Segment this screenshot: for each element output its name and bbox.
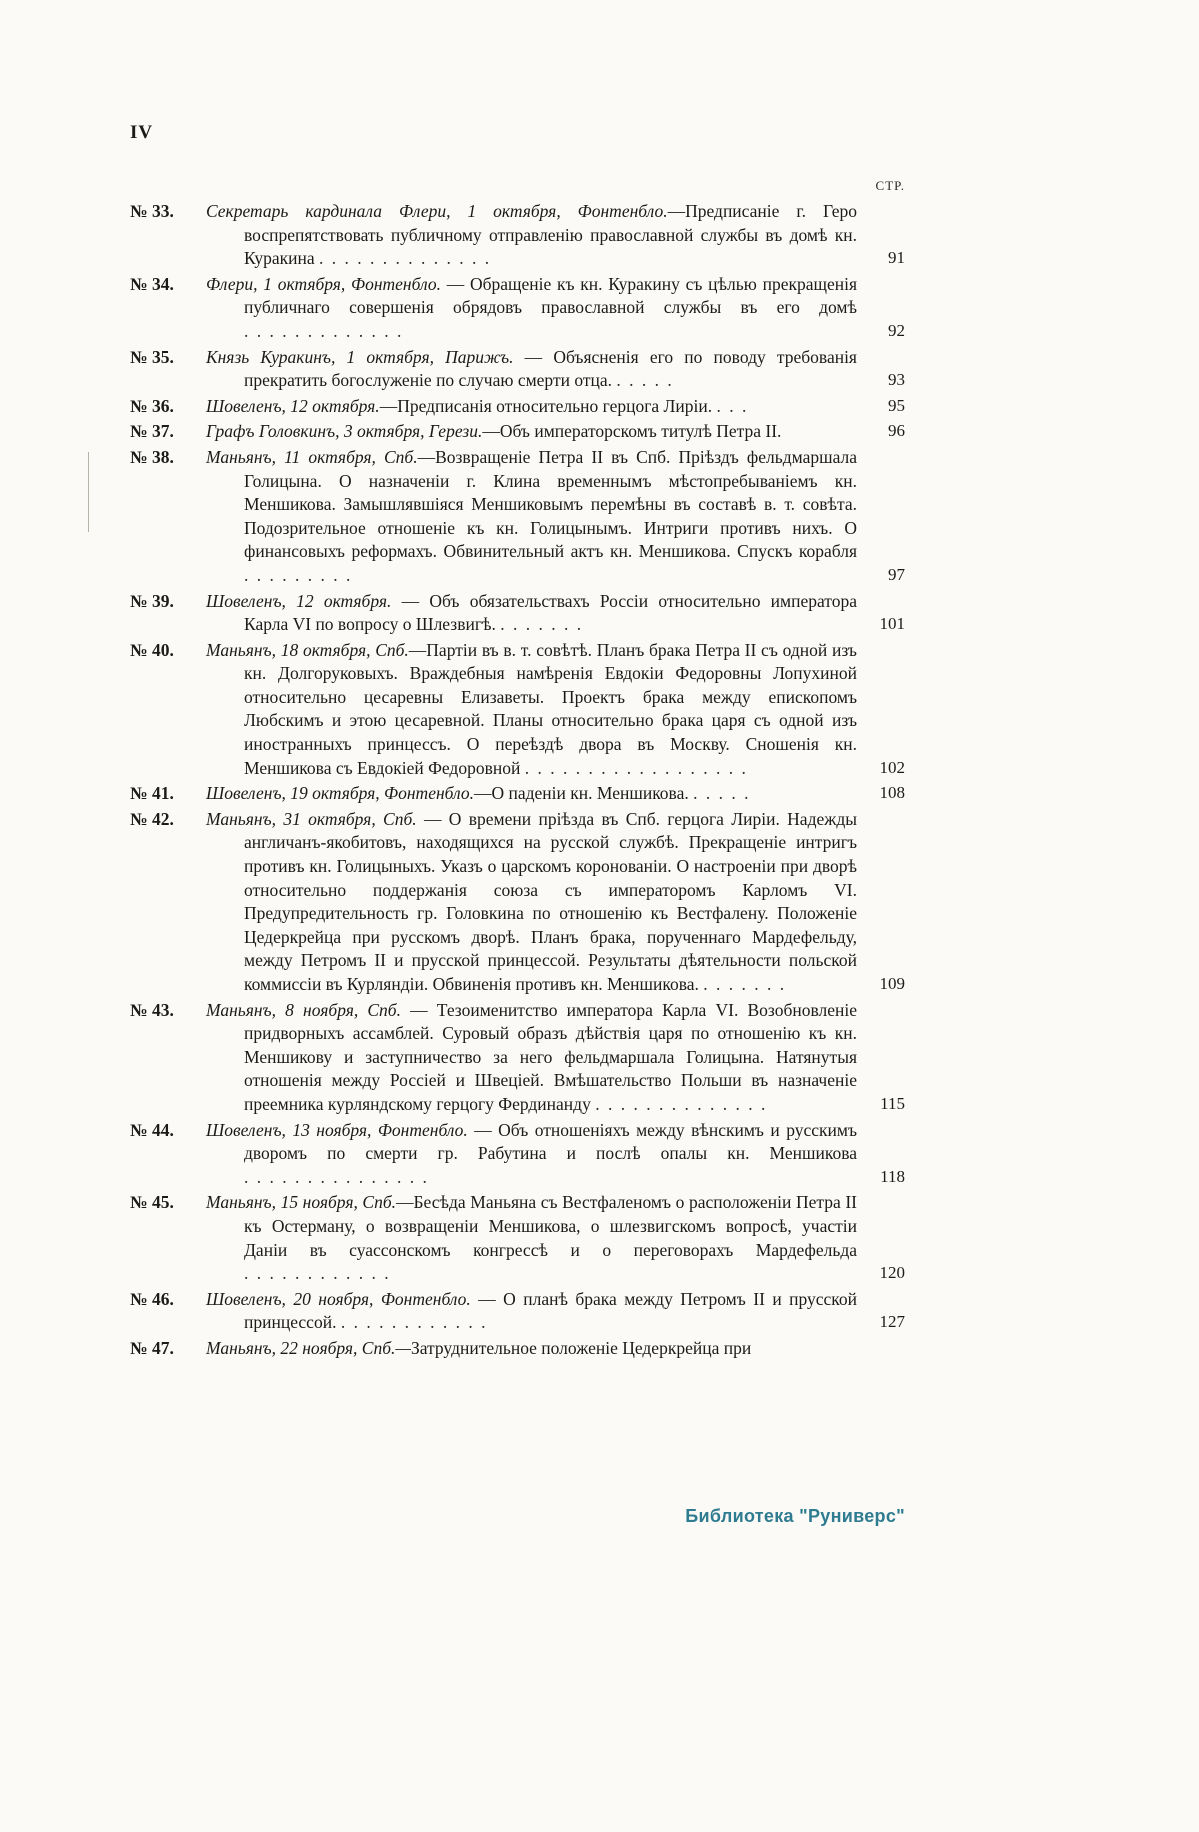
- toc-entry: [130, 446, 905, 588]
- entry-page-number: 109: [879, 974, 905, 993]
- entry-number: № 45.: [130, 1192, 174, 1213]
- entry-heading: Маньянъ, 31 октября, Спб.: [206, 808, 417, 829]
- entry-heading: Флери, 1 октября, Фонтенбло.: [206, 273, 441, 294]
- toc-entry: [130, 200, 905, 271]
- toc-entry: [130, 420, 905, 444]
- dot-leader: . . . . . . . . . . . .: [244, 1263, 391, 1284]
- dot-leader: . . . . . . . . . . . . . .: [319, 248, 492, 269]
- entry-page-number: 108: [879, 783, 905, 803]
- entry-text: [206, 1288, 905, 1335]
- entry-description: — Объ обязательствахъ Россіи относительно императора Карла VI по вопросу о Шлезвигѣ.: [244, 590, 857, 635]
- entry-number: № 44.: [130, 1119, 174, 1140]
- entry-text: [206, 782, 905, 806]
- entry-heading: Князь Куракинъ, 1 октября, Парижъ.: [206, 346, 514, 367]
- dot-leader: . . . . .: [693, 783, 751, 804]
- entry-description: —Бесѣда Маньяна съ Вестфаленомъ о расположеніи Петра II къ Остерману, о возвращеніи Меншикова, о шлезвигскомъ вопросѣ, участіи Даніи въ суассонскомъ конгрессѣ и о переговорахъ Мардефельда: [244, 1192, 857, 1260]
- toc-entry: [130, 782, 905, 806]
- entry-description: — О планѣ брака между Петромъ II и прусской принцессой.: [244, 1288, 858, 1333]
- toc-entry: [130, 1191, 905, 1285]
- entry-heading: Шовеленъ, 12 октября.: [206, 590, 392, 611]
- entry-page-number: 118: [880, 1166, 905, 1186]
- entry-description: — О времени пріѣзда въ Спб. герцога Лиріи. Надежды англичанъ-якобитовъ, находящихся на русской службѣ. Прекращеніе интригъ противъ кн. Голицыныхъ. Указъ о царскомъ коронованіи. О настроеніи при дворѣ относительно поддержанія союза съ императоромъ Карломъ VI. Предупредительность гр. Головкина по отношенію къ Вестфалену. Положеніе Цедеркрейца при русскомъ дворѣ. Планъ брака, порученнаго Мардефельду, между Петромъ II и прусской принцессой. Результаты дѣятельности польской коммиссіи въ Курляндіи. Обвиненія противъ кн. Меншикова.: [244, 808, 857, 994]
- entry-description: —Предписаніе г. Геро воспрепятствовать публичному отправленію православной службы въ домѣ кн. Куракина: [244, 201, 857, 269]
- entry-description: — Обращеніе къ кн. Куракину съ цѣлью прекращенія публичнаго совершенія обрядовъ православной службы въ его домѣ: [244, 273, 857, 318]
- entry-number: № 36.: [130, 395, 174, 416]
- toc-entry: [130, 273, 905, 344]
- entry-page-number: 120: [879, 1263, 905, 1283]
- entry-description: Затруднительное положеніе Цедеркрейца при: [410, 1337, 752, 1358]
- entry-number: № 41.: [130, 783, 174, 804]
- toc-entry: [130, 1337, 905, 1361]
- toc-entry: [130, 999, 905, 1117]
- entry-description: —Возвращеніе Петра II въ Спб. Пріѣздъ фельдмаршала Голицына. О назначеніи г. Клина временнымъ мѣстопребываніемъ кн. Меншикова. Замышлявшіяся Меншиковымъ перемѣны въ составѣ в. т. совѣта. Подозрительное отношеніе къ кн. Голицынымъ. Интриги противъ нихъ. О финансовыхъ реформахъ. Обвинительный актъ кн. Меншикова. Спускъ корабля: [244, 446, 857, 562]
- entry-heading: Шовеленъ, 19 октября, Фонтенбло.: [206, 783, 474, 804]
- dot-leader: . . . . . . . . . . . . . . .: [244, 1166, 429, 1187]
- entry-text: [206, 639, 905, 781]
- entry-number: № 42.: [130, 808, 174, 829]
- entry-page-number: 96: [888, 421, 905, 441]
- entry-heading: Шовеленъ, 20 ноября, Фонтенбло.: [206, 1288, 471, 1309]
- entry-number: № 38.: [130, 446, 174, 467]
- toc-entry: [130, 346, 905, 393]
- entry-heading: Маньянъ, 8 ноября, Спб.: [206, 999, 401, 1020]
- entry-page-number: 127: [879, 1312, 905, 1332]
- entry-text: [206, 273, 905, 344]
- entry-description: — Тезоименитство императора Карла VI. Возобновленіе придворныхъ ассамблей. Суровый образъ дѣйствія царя по отношенію къ кн. Меншикову и заступничество за него фельдмаршала Голицына. Натянутыя отношенія между Россіей и Швеціей. Вмѣшательство Польши въ назначеніе преемника курляндскому герцогу Фердинанду: [244, 999, 858, 1114]
- entry-page-number: 93: [888, 370, 905, 390]
- entry-text: [206, 395, 905, 419]
- entry-heading: Маньянъ, 15 ноября, Спб.: [206, 1192, 396, 1213]
- toc-entry: [130, 1288, 905, 1335]
- toc-entry: [130, 1119, 905, 1190]
- entry-number: № 43.: [130, 999, 174, 1020]
- entry-number: № 39.: [130, 590, 174, 611]
- entry-text: [206, 346, 905, 393]
- entry-text: [206, 446, 905, 588]
- toc-entry: [130, 395, 905, 419]
- entry-number: № 37.: [130, 421, 174, 442]
- entry-description: — Объясненія его по поводу требованія прекратить богослуженіе по случаю смерти отца.: [244, 346, 857, 391]
- dot-leader: . . . . . . . . . . . .: [340, 1312, 488, 1333]
- dot-leader: . . . . . . . . . . . . .: [244, 320, 404, 341]
- entry-heading: Маньянъ, 11 октября, Спб.: [206, 446, 418, 467]
- entry-number: № 34.: [130, 273, 174, 294]
- entry-description: —Объ императорскомъ титулѣ Петра II.: [482, 421, 782, 442]
- entry-page-number: 92: [888, 320, 905, 340]
- entry-heading: Секретарь кардинала Флери, 1 октября, Фонтенбло.: [206, 201, 668, 221]
- entry-text: [206, 808, 905, 997]
- toc-entry: [130, 639, 905, 781]
- entry-text: [206, 420, 905, 444]
- entry-description: — Объ отношеніяхъ между вѣнскимъ и русскимъ дворомъ по смерти гр. Рабутина и послѣ опалы кн. Меншикова: [244, 1119, 857, 1164]
- entry-page-number: 102: [879, 757, 905, 777]
- entry-description: —Партіи въ в. т. совѣтѣ. Планъ брака Петра II съ одной изъ кн. Долгоруковыхъ. Враждебныя намѣренія Евдокіи Федоровны Лопухиной относительно цесаревны Елизаветы. Проектъ брака между епископомъ Любскимъ и этою цесаревной. Планы относительно брака царя съ одной изъ иностранныхъ принцессъ. О переѣздѣ двора въ Москву. Сношенія кн. Меншикова съ Евдокіей Федоровной: [244, 639, 857, 778]
- entry-page-number: 115: [880, 1093, 905, 1113]
- library-watermark: Библиотека "Руниверс": [685, 1506, 905, 1526]
- entry-page-number: 97: [888, 564, 905, 584]
- entry-page-number: 95: [888, 395, 905, 415]
- entry-heading: Шовеленъ, 12 октября.: [206, 395, 380, 416]
- entry-number: № 46.: [130, 1288, 174, 1309]
- dot-leader: . . . . . . . . . . . . . .: [595, 1093, 768, 1114]
- entry-text: [206, 590, 905, 637]
- dot-leader: . . . . .: [616, 370, 674, 391]
- entry-page-number: 91: [888, 248, 905, 268]
- entry-text: [206, 1191, 905, 1285]
- dot-leader: . . . . . . . . . . . . . . . . . .: [524, 757, 748, 778]
- toc-entry: [130, 808, 905, 997]
- dot-leader: . . . . . . . . .: [244, 564, 353, 585]
- entry-heading: Маньянъ, 18 октября, Спб.: [206, 639, 409, 660]
- dot-leader: . . .: [716, 395, 749, 416]
- dot-leader: . . . . . . .: [703, 974, 787, 994]
- entry-number: № 35.: [130, 346, 174, 367]
- entry-text: [206, 1119, 905, 1190]
- entry-description: —Предписанія относительно герцога Лиріи.: [379, 395, 713, 416]
- page-column-header: СТР.: [875, 178, 905, 193]
- scan-artifact-line: [88, 452, 89, 532]
- toc-entry: [130, 590, 905, 637]
- entry-text: [206, 1337, 905, 1361]
- entry-number: № 47.: [130, 1337, 174, 1358]
- entry-heading: Графъ Головкинъ, 3 октября, Герези.: [206, 421, 483, 442]
- table-of-contents: [130, 200, 905, 1363]
- entry-text: [206, 999, 905, 1117]
- entry-description: —О паденіи кн. Меншикова.: [473, 783, 689, 804]
- entry-heading: Шовеленъ, 13 ноября, Фонтенбло.: [206, 1119, 468, 1140]
- entry-number: № 40.: [130, 639, 174, 660]
- page-folio-number: IV: [130, 122, 154, 143]
- entry-page-number: 101: [879, 614, 905, 634]
- entry-heading: Маньянъ, 22 ноября, Спб.—: [206, 1337, 411, 1358]
- entry-text: [206, 200, 905, 271]
- dot-leader: . . . . . . .: [500, 614, 584, 635]
- entry-number: № 33.: [130, 201, 174, 221]
